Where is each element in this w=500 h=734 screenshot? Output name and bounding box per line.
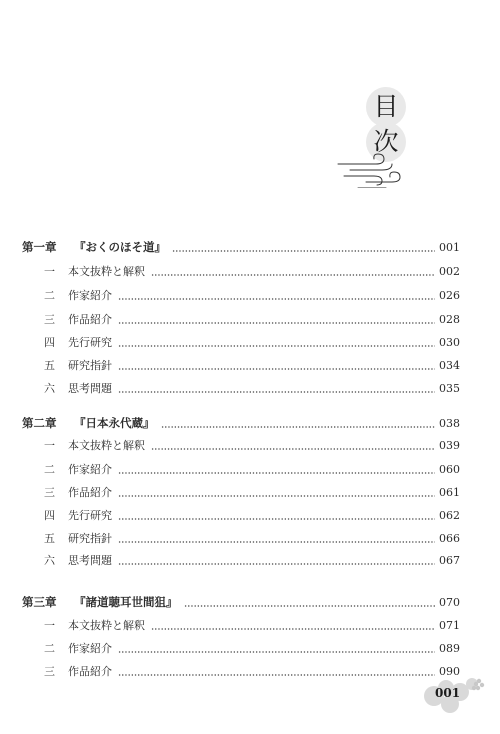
page-ref: 001 [439, 240, 460, 254]
section-title: 本文抜粋と解釈 [68, 619, 145, 632]
section-title: 思考問題 [68, 554, 112, 567]
page-ref: 035 [439, 381, 460, 395]
section-title: 研究指針 [68, 359, 112, 372]
section-number: 六 [44, 382, 55, 395]
section-row[interactable] [22, 639, 460, 657]
page-ref: 002 [439, 264, 460, 278]
section-row[interactable] [22, 616, 460, 634]
dot-leader [118, 298, 435, 300]
chapter-label: 第三章 [22, 595, 57, 609]
dot-leader [151, 274, 435, 276]
section-title: 作家紹介 [68, 463, 112, 476]
dot-leader [151, 628, 435, 630]
section-number: 一 [44, 439, 55, 452]
section-number: 一 [44, 265, 55, 278]
dot-leader [118, 472, 435, 474]
dot-leader [151, 448, 435, 450]
dot-leader [118, 368, 435, 370]
page-ref: 062 [439, 508, 460, 522]
dot-leader [118, 518, 435, 520]
dot-leader [161, 426, 436, 428]
section-title: 本文抜粋と解釈 [68, 439, 145, 452]
section-number: 六 [44, 554, 55, 567]
dot-leader [184, 605, 436, 607]
chapter-title: 『諸道聴耳世間狙』 [74, 595, 178, 609]
section-row[interactable] [22, 262, 460, 280]
cloud-ornament-icon [336, 150, 406, 188]
title-char: 目 [366, 87, 406, 127]
chapter-heading-row[interactable] [22, 593, 460, 611]
dot-leader [118, 322, 435, 324]
section-row[interactable] [22, 483, 460, 501]
section-row[interactable] [22, 379, 460, 397]
section-number: 二 [44, 463, 55, 476]
dot-leader [172, 250, 435, 252]
section-number: 一 [44, 619, 55, 632]
section-number: 四 [44, 509, 55, 522]
page-ref: 089 [439, 641, 460, 655]
page-ref: 030 [439, 335, 460, 349]
chapter-heading-row[interactable] [22, 414, 460, 432]
section-row[interactable] [22, 286, 460, 304]
dot-leader [118, 563, 435, 565]
page-ref: 034 [439, 358, 460, 372]
page-ref: 066 [439, 531, 460, 545]
section-number: 二 [44, 642, 55, 655]
chapter-label: 第一章 [22, 240, 57, 254]
page-ref: 090 [439, 664, 460, 678]
section-row[interactable] [22, 310, 460, 328]
section-title: 先行研究 [68, 336, 112, 349]
chapter-title: 『日本永代蔵』 [74, 416, 155, 430]
section-row[interactable] [22, 662, 460, 680]
page-ref: 070 [439, 595, 460, 609]
chapter-heading-row[interactable] [22, 238, 460, 256]
section-row[interactable] [22, 436, 460, 454]
dot-leader [118, 345, 435, 347]
page-ref: 039 [439, 438, 460, 452]
section-row[interactable] [22, 356, 460, 374]
section-title: 思考問題 [68, 382, 112, 395]
page-ref: 028 [439, 312, 460, 326]
section-title: 先行研究 [68, 509, 112, 522]
section-title: 研究指針 [68, 532, 112, 545]
page-ref: 071 [439, 618, 460, 632]
section-title: 作家紹介 [68, 289, 112, 302]
chapter-title: 『おくのほそ道』 [74, 240, 166, 254]
section-row[interactable] [22, 551, 460, 569]
page-ref: 061 [439, 485, 460, 499]
dot-leader [118, 674, 435, 676]
section-number: 五 [44, 532, 55, 545]
section-number: 三 [44, 313, 55, 326]
page-ref: 038 [439, 416, 460, 430]
section-number: 五 [44, 359, 55, 372]
section-title: 本文抜粋と解釈 [68, 265, 145, 278]
section-row[interactable] [22, 506, 460, 524]
section-number: 四 [44, 336, 55, 349]
dot-leader [118, 541, 435, 543]
page-ref: 026 [439, 288, 460, 302]
section-row[interactable] [22, 460, 460, 478]
section-title: 作品紹介 [68, 486, 112, 499]
section-title: 作品紹介 [68, 313, 112, 326]
dot-leader [118, 391, 435, 393]
section-row[interactable] [22, 529, 460, 547]
section-title: 作品紹介 [68, 665, 112, 678]
dot-leader [118, 651, 435, 653]
section-number: 三 [44, 665, 55, 678]
section-row[interactable] [22, 333, 460, 351]
page-ref: 067 [439, 553, 460, 567]
page-ref: 060 [439, 462, 460, 476]
section-number: 二 [44, 289, 55, 302]
section-title: 作家紹介 [68, 642, 112, 655]
title-char: 次 [366, 122, 406, 162]
page-number: 001 [435, 686, 461, 700]
section-number: 三 [44, 486, 55, 499]
chapter-label: 第二章 [22, 416, 57, 430]
dot-leader [118, 495, 435, 497]
